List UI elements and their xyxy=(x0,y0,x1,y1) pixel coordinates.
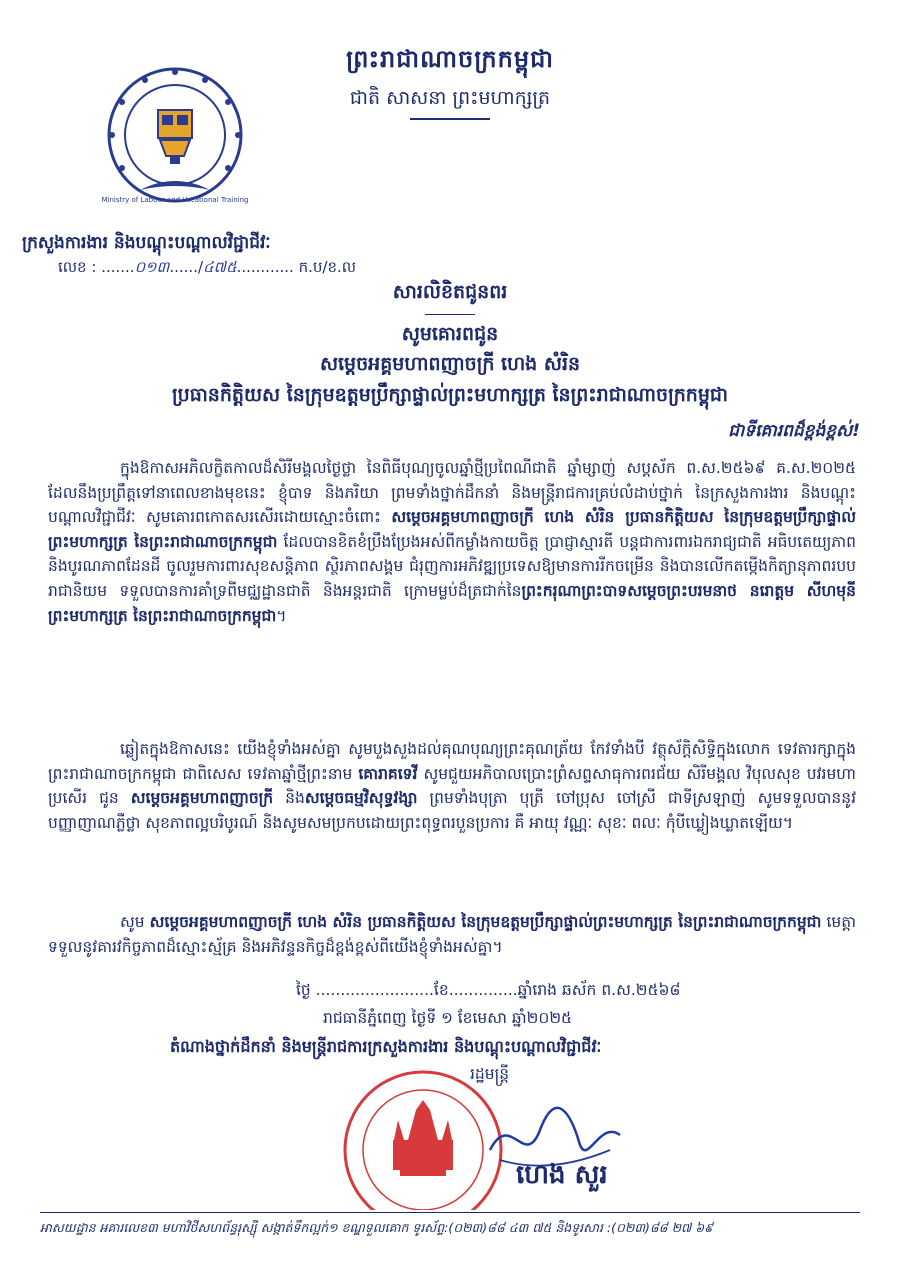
body-paragraph-3 xyxy=(48,910,856,959)
p3-text-a: សូម xyxy=(120,913,150,931)
p2-text-e: និង xyxy=(273,789,305,808)
body-paragraph-1 xyxy=(48,456,856,628)
p1-text-c: ដែលបានខិតខំប្រឹងប្រែងអស់ពីកម្លាំងកាយចិត្ត ប្រាជ្ញាស្មារតី បន្តជាការពារឯករាជ្យជាតិ អធិបតេយ្យភាព និងបូរណភាពដែនដី ចូលរួមការពារសុខសន្តិភាព ស្ថិរភាពសង្គម ជំរុញការអភិវឌ្ឍប្រទេសឱ្យមានការរីកចម្រើន និងបានលើកតម្កើងកិត្យានុភាពរបបរាជានិយម ទទួលបានការគាំទ្រពីមជ្ឈដ្ឋានជាតិ និងអន្តរជាតិ ក្រោមម្លប់ដ៏ត្រជាក់នៃ xyxy=(48,532,856,600)
royal-title: ព្រះរាជាណាចក្រកម្ពុជា xyxy=(346,44,554,73)
reference-number: លេខ : .......០១៣....../៤៧៥............ ក.ប/ខ.ល xyxy=(58,258,357,276)
footer-divider xyxy=(40,1212,860,1213)
p1-text-a: ក្នុងឱកាសអភិលក្ខិតកាលដ៏សិរីមង្គលថ្ងៃថ្លា នៃពិធីបុណ្យចូលឆ្នាំថ្មីប្រពៃណីជាតិ ឆ្នាំម្សាញ់ សប្តស័ក ព.ស.២៥៦៩ គ.ស.២០២៥ ដែលនឹងប្រព្រឹត្តទៅនាពេលខាងមុខនេះ ខ្ញុំបាទ និងភរិយា ព្រមទាំងថ្នាក់ដឹកនាំ និងមន្ត្រីរាជការគ្រប់លំដាប់ថ្នាក់ នៃក្រសួងការងារ និងបណ្តុះបណ្តាលវិជ្ជាជីវៈ សូមគោរពកោតសរសើរដោយស្មោះចំពោះ xyxy=(48,459,856,527)
p2-text-a: ឆ្លៀតក្នុងឱកាសនេះ យើងខ្ញុំទាំងអស់គ្នា សូមបួងសួងដល់គុណបុណ្យព្រះគុណត្រ័យ កែវទាំងបី វត្ថុស័ក្តិសិទ្ធិក្នុងលោក ទេវតារក្សាក្នុងព្រះរាជាណាចក្រកម្ពុជា ជាពិសេស ទេវតាឆ្នាំថ្មីព្រះនាម xyxy=(48,740,856,783)
logo-ring-text: Ministry of Labour and Vocational Training xyxy=(101,196,249,204)
body-paragraph-2 xyxy=(48,737,856,835)
solar-date: រាជធានីភ្នំពេញ ថ្ងៃទី ១ ខែមេសា ឆ្នាំ២០២៥ xyxy=(323,1009,573,1027)
respect-line: សូមគោរពជូន xyxy=(401,323,499,345)
p3-bold-b: សម្តេចអគ្គមហាពញាចក្រី ហេង សំរិន ប្រធានកិត្តិយស នៃក្រុមឧត្តមប្រឹក្សាផ្ទាល់ព្រះមហាក្សត្រ នៃព្រះរាជាណាចក្រកម្ពុជា xyxy=(149,913,822,931)
p2-bold-b: គោរាគទេវី xyxy=(358,764,418,783)
signatory-name: ហេង សួរ xyxy=(516,1160,608,1190)
ministry-name: ក្រសួងការងារ និងបណ្តុះបណ្តាលវិជ្ជាជីវៈ xyxy=(22,233,271,253)
p1-text-e: ។ xyxy=(276,606,287,625)
signatory-title: រដ្ឋមន្ត្រី xyxy=(470,1065,510,1083)
ref-label: លេខ : xyxy=(58,258,97,276)
doctype-divider xyxy=(425,314,475,315)
p3-text-c: មេត្តាទទួលនូវគារវកិច្ចភាពដ៏ស្មោះស្ម័គ្រ និងអភិវន្ទនកិច្ចដ៏ខ្ពង់ខ្ពស់ពីយើងខ្ញុំទាំងអស់គ្នា។ xyxy=(48,913,856,956)
ref-number: ០១៣ xyxy=(134,258,170,276)
motto-divider xyxy=(410,118,490,120)
p2-text-c: សូមជួយអភិបាលប្រោះព្រំសព្ទសាធុការពរជ័យ សិរីមង្គល វិបុលសុខ បវរមហាប្រសើរ ជូន xyxy=(48,764,856,808)
lunar-date: ថ្ងៃ ........................ខែ..............ឆ្នាំរោង ឆស័ក ព.ស.២៥៦៨ xyxy=(296,981,681,999)
footer-address: អាសយដ្ឋាន អគារលេខ៣ មហាវិថីសហព័ន្ធរុស្ស៊ី សង្កាត់ទឹកល្អក់១ ខណ្ឌទួលគោក ទូរស័ព្ទ:(០២៣)៨៨ ៤៣ ៧៥ និងទូរសារ :(០២៣)៨៨ ២៧ ៦៩ xyxy=(40,1220,713,1235)
recipient-name: សម្តេចអគ្គមហាពញាចក្រី ហេង សំរិន xyxy=(319,353,581,375)
document-type: សារលិខិតជូនពរ xyxy=(392,281,508,303)
p1-bold-b: សម្តេចអគ្គមហាពញាចក្រី ហេង សំរិន ប្រធានកិត្តិយស នៃក្រុមឧត្តមប្រឹក្សាផ្ទាល់ព្រះមហាក្សត្រ នៃព្រះរាជាណាចក្រកម្ពុជា xyxy=(48,508,856,551)
recipient-position: ប្រធានកិត្តិយស នៃក្រុមឧត្តមប្រឹក្សាផ្ទាល់ព្រះមហាក្សត្រ នៃព្រះរាជាណាចក្រកម្ពុជា xyxy=(171,384,729,406)
p2-bold-f: សម្តេចធម្មវិសុទ្ធវង្សា xyxy=(304,789,418,808)
ref-suffix: ក.ប/ខ.ល xyxy=(298,258,357,276)
p2-text-g: ព្រមទាំងបុត្រា បុត្រី ចៅប្រុស ចៅស្រី ជាទីស្រឡាញ់ សូមទទួលបាននូវបញ្ញាញាណភ្លឺថ្លា សុខភាពល្អបរិបូរណ៍ និងសូមសមប្រកបដោយព្រះពុទ្ធពរបួនប្រការ គឺ អាយុ វណ្ណៈ សុខៈ ពលៈ កុំបីឃ្លៀងឃ្លាតឡើយ។ xyxy=(48,789,856,832)
p2-bold-d: សម្តេចអគ្គមហាពញាចក្រី xyxy=(130,789,274,808)
ref-hand: ៤៧៥ xyxy=(203,258,237,276)
p1-bold-d: ព្រះករុណាព្រះបាទសម្តេចព្រះបរមនាថ នរោត្តម សីហមុនី ព្រះមហាក្សត្រ នៃព្រះរាជាណាចក្រកម្ពុជា xyxy=(48,581,856,625)
national-motto: ជាតិ សាសនា ព្រះមហាក្សត្រ xyxy=(349,87,551,109)
ministry-logo xyxy=(100,60,250,210)
signatory-role: តំណាងថ្នាក់ដឹកនាំ និងមន្ត្រីរាជការក្រសួងការងារ និងបណ្តុះបណ្តាលវិជ្ជាជីវៈ xyxy=(170,1037,602,1056)
salutation: ជាទីគោរពដ៏ខ្ពង់ខ្ពស់! xyxy=(728,421,860,441)
